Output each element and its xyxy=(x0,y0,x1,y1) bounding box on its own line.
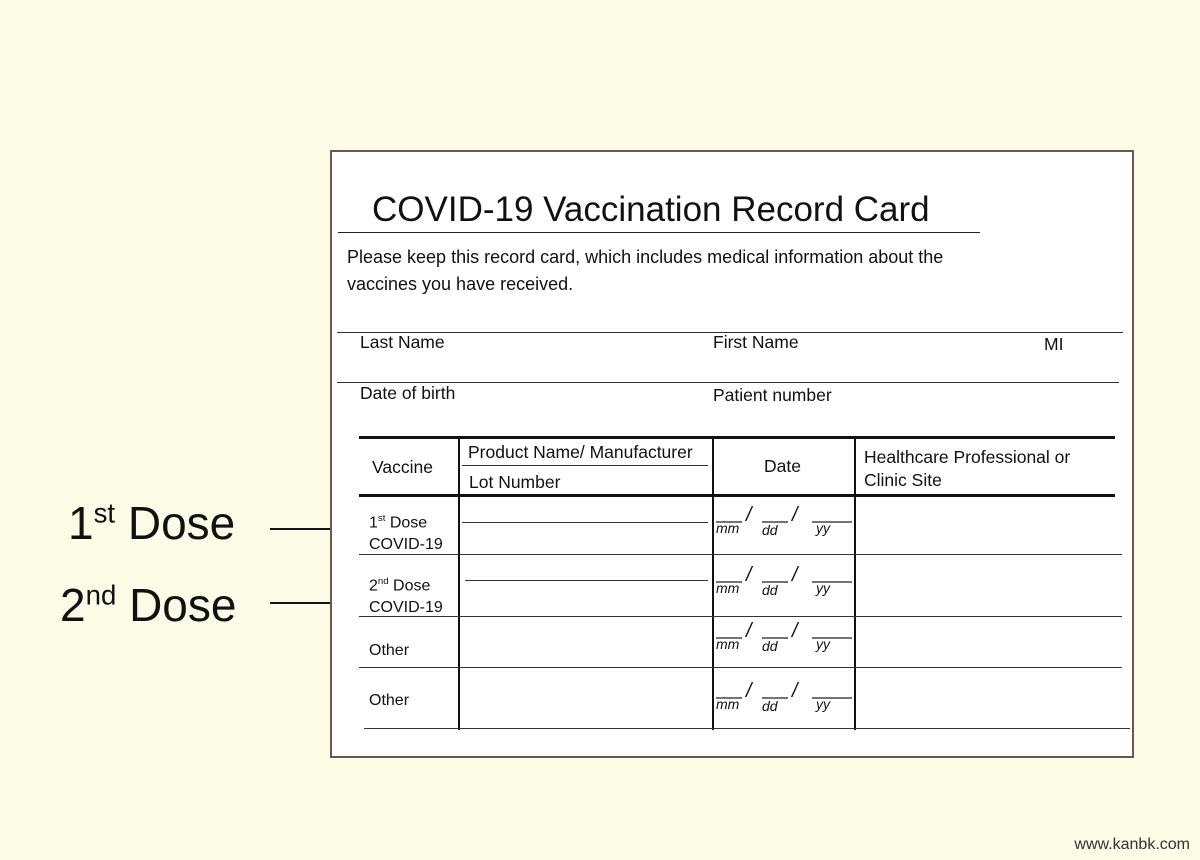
row-suffix: st xyxy=(377,513,386,524)
row-label: Dose xyxy=(389,514,428,532)
date-yy: yy xyxy=(816,580,830,596)
date-dd: dd xyxy=(762,638,778,654)
first-name-label: First Name xyxy=(713,332,799,352)
date-dd: dd xyxy=(762,522,778,538)
date-sep: / xyxy=(746,680,752,702)
mi-label: MI xyxy=(1044,334,1064,354)
header-site: Healthcare Professional or Clinic Site xyxy=(864,447,1071,490)
date-dd: dd xyxy=(762,698,778,714)
date-yy: yy xyxy=(816,636,830,652)
date-underlines xyxy=(332,152,1132,752)
row-suffix: nd xyxy=(377,576,389,587)
row-other-1: Other xyxy=(369,642,410,659)
row-other-2: Other xyxy=(369,692,410,709)
row-vaccine-name: COVID-19 xyxy=(369,599,443,617)
date-sep: / xyxy=(792,680,798,702)
callout-label: Dose xyxy=(129,579,237,631)
date-sep: / xyxy=(746,504,752,526)
dob-label: Date of birth xyxy=(360,383,456,403)
callout-ordinal: 2 xyxy=(60,579,86,631)
date-sep: / xyxy=(746,620,752,642)
row-ordinal: 1 xyxy=(369,514,378,532)
row-vaccine-name: COVID-19 xyxy=(369,536,443,554)
callout-label: Dose xyxy=(127,497,236,549)
date-sep: / xyxy=(792,620,798,642)
date-yy: yy xyxy=(816,520,830,536)
watermark: www.kanbk.com xyxy=(1074,836,1190,853)
callout-ordinal: 1 xyxy=(68,497,94,549)
date-mm: mm xyxy=(716,520,740,536)
card-title: COVID-19 Vaccination Record Card xyxy=(372,190,930,229)
date-sep: / xyxy=(792,504,798,526)
callout-suffix: st xyxy=(93,497,116,529)
card-intro: Please keep this record card, which includes medical information about the vaccines you have received. xyxy=(347,247,944,294)
row-label: Dose xyxy=(393,577,431,595)
date-mm: mm xyxy=(716,696,740,712)
date-sep: / xyxy=(792,564,798,586)
last-name-label: Last Name xyxy=(360,332,445,352)
header-date: Date xyxy=(764,456,801,476)
header-lot: Lot Number xyxy=(469,472,561,492)
patient-number-label: Patient number xyxy=(713,385,832,405)
date-sep: / xyxy=(746,564,752,586)
date-mm: mm xyxy=(716,580,740,596)
date-dd: dd xyxy=(762,582,778,598)
callout-suffix: nd xyxy=(85,579,117,611)
header-product: Product Name/ Manufacturer xyxy=(468,442,693,462)
date-mm: mm xyxy=(716,636,740,652)
header-vaccine: Vaccine xyxy=(372,457,433,477)
row-ordinal: 2 xyxy=(369,577,378,595)
vaccination-card xyxy=(330,150,1134,758)
date-yy: yy xyxy=(816,696,830,712)
